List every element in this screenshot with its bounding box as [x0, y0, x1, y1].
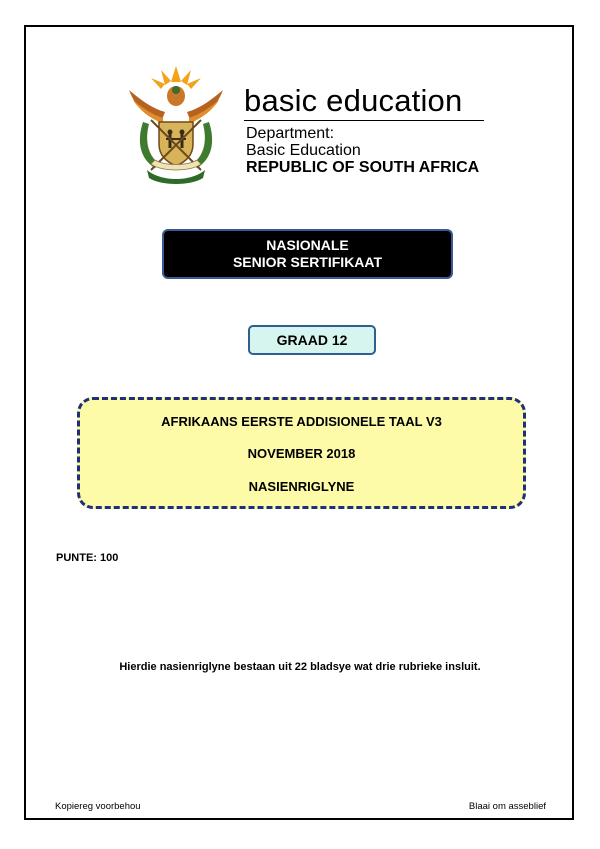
page-count-notice: Hierdie nasienriglyne bestaan uit 22 bladsye wat drie rubrieke insluit.: [119, 661, 481, 673]
department-label: Department:: [246, 125, 335, 142]
exam-title-box: [162, 229, 453, 279]
department-name: Basic Education: [246, 142, 361, 159]
subject-box: [77, 397, 526, 509]
exam-title-line-1: NASIONALE: [266, 237, 349, 253]
total-marks: PUNTE: 100: [56, 552, 119, 564]
subject-title: AFRIKAANS EERSTE ADDISIONELE TAAL V3: [161, 414, 442, 429]
brand-title: basic education: [244, 83, 463, 118]
footer-copyright: Kopiereg voorbehou: [55, 801, 141, 812]
exam-title-line-2: SENIOR SERTIFIKAAT: [232, 254, 383, 270]
brand-underline: [244, 120, 484, 121]
footer-turn-page: Blaai om asseblief: [468, 801, 546, 812]
country-name: REPUBLIC OF SOUTH AFRICA: [246, 159, 480, 176]
exam-session: NOVEMBER 2018: [247, 446, 356, 461]
south-africa-coat-of-arms-icon: [121, 60, 231, 185]
document-type: NASIENRIGLYNE: [248, 479, 355, 494]
grade-badge: GRAAD 12: [248, 325, 376, 355]
